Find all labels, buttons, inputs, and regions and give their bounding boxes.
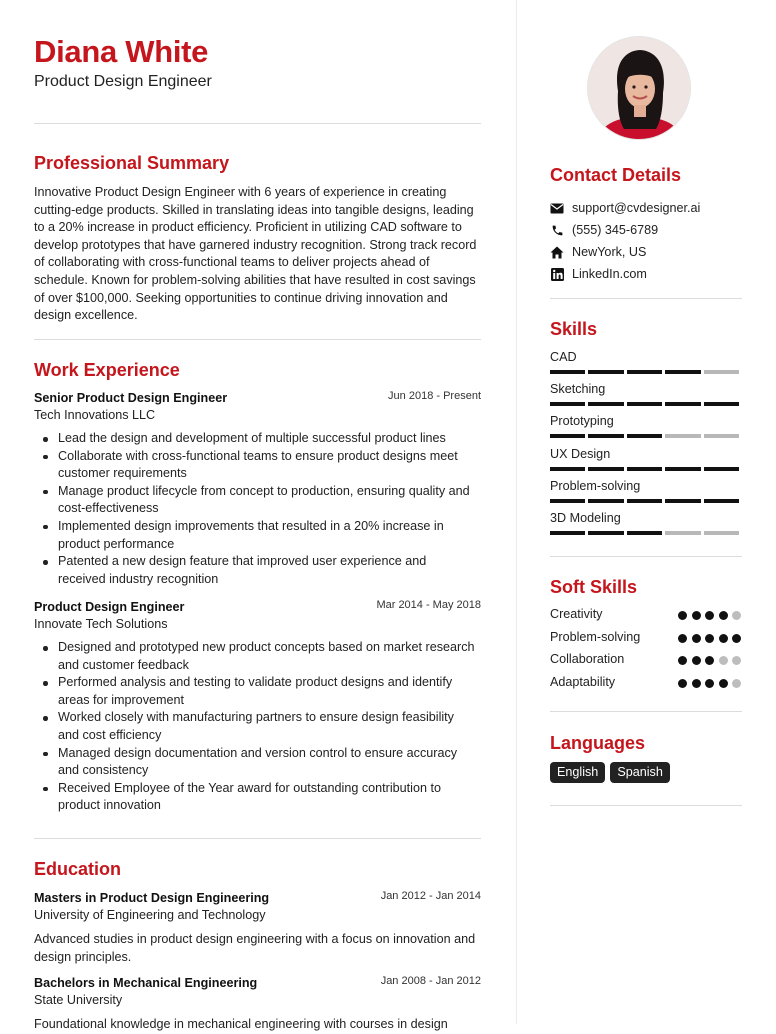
divider	[34, 123, 481, 124]
phone-icon	[550, 223, 564, 237]
divider	[34, 339, 481, 340]
summary-heading: Professional Summary	[34, 153, 230, 173]
skill-level-segment	[550, 531, 585, 535]
rating-dot	[705, 634, 714, 643]
skill-item	[550, 479, 742, 493]
linkedin-icon	[550, 267, 564, 281]
job-bullets	[34, 430, 481, 588]
rating-dot	[719, 634, 728, 643]
divider	[550, 556, 742, 557]
job-date: Jun 2018 - Present	[388, 390, 481, 402]
skill-level-segment	[550, 499, 585, 503]
skill-level-segment	[627, 467, 662, 471]
divider	[550, 711, 742, 712]
location-text: NewYork, US	[572, 245, 647, 259]
rating-dot	[705, 611, 714, 620]
skill-label: Sketching	[550, 382, 606, 396]
avatar	[587, 36, 691, 140]
degree-description: Advanced studies in product design engineering with a focus on innovation and design principles.	[34, 932, 476, 964]
contact-location	[550, 243, 646, 261]
skill-level-segment	[627, 531, 662, 535]
rating-dot	[692, 679, 701, 688]
skill-level-bar	[550, 467, 739, 471]
skill-level-segment	[550, 434, 585, 438]
skills-heading: Skills	[550, 319, 598, 339]
skill-level-segment	[665, 499, 700, 503]
skill-level-segment	[665, 467, 700, 471]
rating-dot	[732, 634, 741, 643]
contact-linkedin[interactable]	[550, 265, 647, 283]
job-company: Tech Innovations LLC	[34, 408, 156, 422]
degree-description: Foundational knowledge in mechanical engineering with courses in design	[34, 1017, 448, 1031]
job-company: Innovate Tech Solutions	[34, 617, 168, 631]
skill-level-segment	[627, 370, 662, 374]
skill-level-segment	[550, 467, 585, 471]
rating-dot	[732, 611, 741, 620]
skill-level-bar	[550, 499, 739, 503]
bullet-item: Manage product lifecycle from concept to production, ensuring quality and cost-effectiveness	[58, 483, 481, 518]
soft-skill-item	[550, 607, 742, 625]
job-bullets	[34, 639, 481, 815]
email-text: support@cvdesigner.ai	[572, 201, 701, 215]
rating-dot	[732, 679, 741, 688]
school-name: University of Engineering and Technology	[34, 908, 266, 922]
rating-dot	[732, 656, 741, 665]
rating-dot	[678, 679, 687, 688]
degree-title: Bachelors in Mechanical Engineering	[34, 976, 258, 990]
bullet-item: Performed analysis and testing to validate product designs and identify areas for improvement	[58, 674, 481, 709]
skill-label: 3D Modeling	[550, 511, 621, 525]
candidate-title: Product Design Engineer	[34, 73, 212, 90]
sidebar	[516, 0, 776, 1024]
skill-item	[550, 350, 742, 364]
soft-skill-rating	[678, 634, 741, 643]
bullet-item: Collaborate with cross-functional teams to ensure product designs meet customer requirements	[58, 448, 481, 483]
soft-skill-rating	[678, 679, 741, 688]
soft-skill-label: Collaboration	[550, 652, 625, 666]
divider	[550, 298, 742, 299]
job-title: Senior Product Design Engineer	[34, 391, 228, 405]
portrait-photo	[588, 37, 691, 140]
divider	[34, 838, 481, 839]
rating-dot	[692, 611, 701, 620]
skill-label: CAD	[550, 350, 577, 364]
bullet-item: Worked closely with manufacturing partners to ensure design feasibility and cost efficiency	[58, 709, 481, 744]
degree-date: Jan 2012 - Jan 2014	[380, 890, 481, 902]
skill-level-segment	[704, 467, 739, 471]
skill-level-segment	[588, 434, 623, 438]
skill-level-bar	[550, 434, 739, 438]
rating-dot	[705, 656, 714, 665]
divider	[550, 805, 742, 806]
rating-dot	[678, 656, 687, 665]
summary-text: Innovative Product Design Engineer with 6 years of experience in creating cutting-edge products. Skilled in translating ideas into tangible designs, leading to a 20% increase in product efficiency. Proficient in utilizing CAD software to develop prototypes that have garnered industry recognition. Strong track record of collaborating with cross-functional teams to deliver projects ahead of schedule. Known for problem-solving abilities that have resulted in cost savings of over $100,000. Seeking opportunities to continue driving innovation and design excellence.	[34, 185, 477, 323]
skill-level-segment	[704, 434, 739, 438]
rating-dot	[719, 611, 728, 620]
degree-date: Jan 2008 - Jan 2012	[380, 975, 481, 987]
job-date: Mar 2014 - May 2018	[376, 599, 481, 611]
soft-skill-label: Problem-solving	[550, 630, 641, 644]
contact-heading: Contact Details	[550, 165, 682, 185]
skill-level-segment	[588, 402, 623, 406]
skill-item	[550, 414, 742, 428]
bullet-item: Lead the design and development of multiple successful product lines	[58, 430, 481, 448]
bullet-item: Implemented design improvements that resulted in a 20% increase in product performance	[58, 518, 481, 553]
skill-level-segment	[588, 499, 623, 503]
home-icon	[550, 245, 564, 259]
rating-dot	[678, 611, 687, 620]
rating-dot	[719, 656, 728, 665]
soft-skill-rating	[678, 656, 741, 665]
skill-item	[550, 447, 742, 461]
school-name: State University	[34, 993, 123, 1007]
soft-skill-item	[550, 652, 742, 670]
soft-skill-label: Adaptability	[550, 675, 616, 689]
contact-email[interactable]	[550, 199, 700, 217]
skill-level-segment	[550, 370, 585, 374]
skill-level-segment	[627, 499, 662, 503]
skill-label: Problem-solving	[550, 479, 641, 493]
degree-title: Masters in Product Design Engineering	[34, 891, 270, 905]
skill-level-segment	[550, 402, 585, 406]
skill-level-segment	[588, 467, 623, 471]
candidate-name: Diana White	[34, 34, 209, 69]
soft-skills-heading: Soft Skills	[550, 577, 638, 597]
skill-item	[550, 382, 742, 396]
skill-level-bar	[550, 531, 739, 535]
skill-level-segment	[627, 402, 662, 406]
rating-dot	[719, 679, 728, 688]
language-tag-english: English	[550, 762, 605, 783]
phone-text: (555) 345-6789	[572, 223, 659, 237]
rating-dot	[692, 634, 701, 643]
envelope-icon	[550, 201, 564, 215]
education-heading: Education	[34, 859, 122, 879]
skill-label: UX Design	[550, 447, 611, 461]
skill-level-segment	[665, 370, 700, 374]
skill-level-segment	[665, 402, 700, 406]
skill-level-segment	[704, 531, 739, 535]
linkedin-text: LinkedIn.com	[572, 267, 647, 281]
skill-level-segment	[704, 402, 739, 406]
language-tag-spanish: Spanish	[610, 762, 670, 783]
languages-heading: Languages	[550, 733, 646, 753]
skill-level-segment	[704, 370, 739, 374]
skill-level-segment	[588, 531, 623, 535]
soft-skill-item	[550, 675, 742, 693]
rating-dot	[692, 656, 701, 665]
soft-skill-rating	[678, 611, 741, 620]
rating-dot	[678, 634, 687, 643]
skill-level-segment	[665, 531, 700, 535]
skill-level-bar	[550, 370, 739, 374]
bullet-item: Patented a new design feature that improved user experience and received industry recognition	[58, 553, 481, 588]
soft-skill-label: Creativity	[550, 607, 603, 621]
rating-dot	[705, 679, 714, 688]
job-title: Product Design Engineer	[34, 600, 185, 614]
bullet-item: Designed and prototyped new product concepts based on market research and customer feedback	[58, 639, 481, 674]
work-heading: Work Experience	[34, 360, 180, 380]
bullet-item: Received Employee of the Year award for outstanding contribution to product innovation	[58, 780, 481, 815]
contact-phone[interactable]	[550, 221, 658, 239]
bullet-item: Managed design documentation and version control to ensure accuracy and consistency	[58, 745, 481, 780]
skill-level-segment	[665, 434, 700, 438]
skill-item	[550, 511, 742, 525]
skill-level-segment	[704, 499, 739, 503]
soft-skill-item	[550, 630, 742, 648]
skill-level-bar	[550, 402, 739, 406]
language-tags	[550, 762, 670, 783]
skill-level-segment	[627, 434, 662, 438]
skill-level-segment	[588, 370, 623, 374]
skill-label: Prototyping	[550, 414, 614, 428]
